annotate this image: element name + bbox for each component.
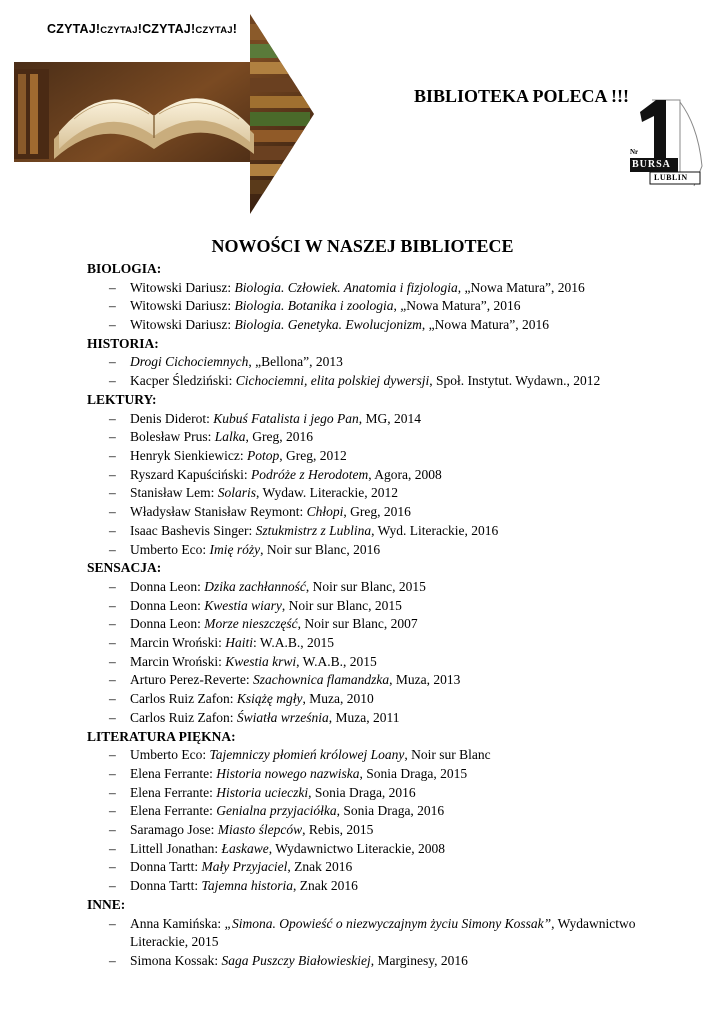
list-dash: – — [109, 447, 116, 463]
list-dash: – — [109, 747, 116, 763]
tagline-part: CZYTAJ! — [47, 22, 101, 36]
book-item — [87, 428, 687, 447]
logo-name: BURSA — [632, 159, 671, 170]
book-item — [87, 653, 687, 672]
book-item — [87, 877, 687, 896]
list-dash: – — [109, 429, 116, 445]
tagline — [47, 22, 237, 36]
list-dash: – — [109, 635, 116, 650]
list-dash: – — [109, 859, 116, 875]
book-details: , Muza, 2013 — [389, 672, 461, 688]
book-item — [87, 316, 687, 335]
book-details: , Znak 2016 — [287, 859, 353, 875]
book-item — [87, 765, 687, 784]
book-title: Haiti — [225, 635, 253, 650]
category-heading: LEKTURY: — [87, 391, 157, 407]
book-item — [87, 484, 687, 503]
book-author: Arturo Perez-Reverte: — [130, 672, 253, 688]
list-dash: – — [109, 784, 116, 800]
category-heading: HISTORIA: — [87, 335, 159, 351]
book-item — [87, 784, 687, 803]
book-title: Solaris — [217, 485, 257, 501]
book-item — [87, 709, 687, 728]
list-dash: – — [109, 878, 116, 894]
list-dash: – — [109, 803, 116, 819]
book-title: Drogi Cichociemnych — [130, 354, 249, 370]
book-details: , Muza, 2010 — [302, 691, 374, 707]
book-details: , Greg, 2012 — [279, 447, 347, 463]
book-author: Carlos Ruiz Zafon: — [130, 709, 237, 725]
list-dash: – — [109, 522, 116, 538]
tagline-part: CZYTAJ — [195, 25, 233, 36]
book-title: Potop — [246, 447, 280, 463]
book-item — [87, 466, 687, 485]
category-heading: BIOLOGIA: — [87, 261, 162, 276]
book-item — [87, 746, 687, 765]
list-dash: – — [109, 765, 116, 781]
book-item — [87, 915, 687, 952]
book-item — [87, 858, 687, 877]
book-details: , Sonia Draga, 2016 — [308, 784, 416, 800]
book-author: Donna Tartt: — [130, 859, 202, 875]
book-title: Tajemna historia — [201, 878, 293, 894]
book-details: , Noir sur Blanc, 2007 — [297, 616, 418, 632]
category-heading: INNE: — [87, 896, 126, 912]
book-title: Dzika zachłanność — [204, 578, 306, 594]
book-author: Henryk Sienkiewicz: — [130, 447, 247, 463]
book-title: Cichociemni, elita polskiej dywersji — [235, 373, 430, 389]
book-details: : W.A.B., 2015 — [252, 635, 334, 650]
book-item — [87, 802, 687, 821]
tagline-part: !CZYTAJ! — [137, 22, 196, 36]
list-dash: – — [109, 373, 116, 389]
book-details: , Noir sur Blanc, 2015 — [281, 597, 402, 613]
book-details: , Sonia Draga, 2016 — [336, 803, 445, 819]
book-item — [87, 372, 687, 391]
book-author: Stanisław Lem: — [130, 485, 218, 501]
logo-city: LUBLIN — [654, 173, 688, 182]
list-dash: – — [109, 691, 116, 707]
book-title: Mały Przyjaciel — [201, 859, 288, 875]
page-title: NOWOŚCI W NASZEJ BIBLIOTECE — [211, 236, 514, 256]
book-title: Kwestia wiary — [204, 597, 282, 613]
list-dash: – — [109, 672, 116, 688]
tagline-part: ! — [232, 22, 238, 36]
category-heading: SENSACJA: — [87, 560, 162, 576]
book-author: Donna Leon: — [130, 616, 205, 632]
book-author: Donna Leon: — [130, 597, 205, 613]
book-item — [87, 821, 687, 840]
book-author: Bolesław Prus: — [130, 429, 215, 445]
book-details: , „Nowa Matura”, 2016 — [393, 298, 521, 314]
book-author: Donna Leon: — [130, 578, 205, 594]
book-author: Elena Ferrante: — [130, 803, 217, 819]
book-details: , Greg, 2016 — [245, 429, 314, 445]
book-item — [87, 410, 687, 429]
book-details: , Noir sur Blanc, 2016 — [260, 541, 381, 557]
book-author: Kacper Śledziński: — [130, 373, 236, 389]
book-details: , Wydawnictwo Literackie, 2015 — [130, 915, 636, 950]
book-item — [87, 578, 687, 597]
book-item — [87, 503, 687, 522]
books-arrow-image — [14, 14, 314, 214]
book-item — [87, 840, 687, 859]
book-details: , Społ. Instytut. Wydawn., 2012 — [429, 373, 601, 389]
list-dash: – — [109, 485, 116, 501]
book-title: Kwestia krwi — [225, 653, 297, 669]
list-dash: – — [109, 298, 116, 314]
book-author: Umberto Eco: — [130, 747, 210, 763]
book-details: , Marginesy, 2016 — [370, 952, 468, 968]
list-dash: – — [109, 653, 116, 669]
book-title: Biologia. Genetyka. Ewolucjonizm — [234, 317, 422, 333]
book-details: , Sonia Draga, 2015 — [359, 765, 468, 781]
list-dash: – — [109, 709, 116, 725]
list-dash: – — [109, 410, 116, 426]
book-author: Elena Ferrante: — [130, 784, 217, 800]
list-dash: – — [109, 616, 116, 632]
book-title: Książę mgły — [236, 691, 303, 707]
book-details: , „Bellona”, 2013 — [248, 354, 343, 370]
book-author: Anna Kamińska: — [130, 915, 225, 931]
book-author: Carlos Ruiz Zafon: — [130, 691, 237, 707]
list-dash: – — [109, 466, 116, 482]
book-details: , Agora, 2008 — [368, 466, 442, 482]
book-details: , Wydawnictwo Literackie, 2008 — [268, 840, 445, 856]
list-dash: – — [109, 822, 116, 838]
book-author: Witowski Dariusz: — [130, 317, 235, 333]
book-title: Imię róży — [209, 541, 261, 557]
category-heading: LITERATURA PIĘKNA: — [87, 728, 236, 744]
book-item — [87, 279, 687, 298]
book-item — [87, 634, 687, 653]
book-author: Marcin Wroński: — [130, 653, 226, 669]
book-title: Kubuś Fatalista i jego Pan — [213, 410, 359, 426]
book-author: Isaac Bashevis Singer: — [130, 522, 256, 538]
book-details: , W.A.B., 2015 — [296, 653, 377, 669]
book-title: Tajemniczy płomień królowej Loany — [209, 747, 405, 763]
book-details: , Rebis, 2015 — [302, 822, 374, 838]
book-item — [87, 297, 687, 316]
list-dash: – — [109, 354, 116, 370]
book-details: , Noir sur Blanc — [404, 747, 491, 763]
book-details: , „Nowa Matura”, 2016 — [421, 317, 550, 333]
book-details: , Muza, 2011 — [328, 709, 400, 725]
book-author: Simona Kossak: — [130, 952, 222, 968]
book-title: Podróże z Herodotem — [250, 466, 369, 482]
page-headline: BIBLIOTEKA POLECA !!! — [414, 86, 630, 106]
book-details: , Noir sur Blanc, 2015 — [305, 578, 426, 594]
book-item — [87, 952, 687, 971]
list-dash: – — [109, 840, 116, 856]
book-title: Historia nowego nazwiska — [216, 765, 360, 781]
list-dash: – — [109, 597, 116, 613]
book-details: , „Nowa Matura”, 2016 — [457, 279, 585, 295]
list-dash: – — [109, 915, 116, 931]
book-item — [87, 447, 687, 466]
tagline-part: CZYTAJ — [100, 25, 138, 36]
book-author: Ryszard Kapuściński: — [130, 466, 251, 482]
book-title: Biologia. Botanika i zoologia — [234, 298, 394, 314]
book-title: Lalka — [214, 429, 246, 445]
book-author: Denis Diderot: — [130, 410, 214, 426]
book-details: , MG, 2014 — [358, 410, 422, 426]
book-list — [87, 260, 687, 971]
book-author: Marcin Wroński: — [130, 635, 226, 650]
list-dash: – — [109, 541, 116, 557]
book-details: , Wyd. Literackie, 2016 — [371, 522, 499, 538]
book-item — [87, 522, 687, 541]
book-author: Donna Tartt: — [130, 878, 202, 894]
logo-nr: Nr — [630, 148, 639, 156]
list-dash: – — [109, 317, 116, 333]
book-title: Morze nieszczęść — [204, 616, 298, 632]
book-title: Szachownica flamandzka — [252, 672, 390, 688]
book-author: Littell Jonathan: — [130, 840, 222, 856]
book-title: Biologia. Człowiek. Anatomia i fizjologia — [234, 279, 458, 295]
book-title: Światła września — [236, 709, 329, 725]
book-author: Władysław Stanisław Reymont: — [130, 504, 307, 520]
book-title: Miasto ślepców — [217, 822, 303, 838]
book-title: Chłopi — [306, 504, 344, 520]
book-item — [87, 615, 687, 634]
book-details: , Wydaw. Literackie, 2012 — [256, 485, 399, 501]
book-details: , Greg, 2016 — [343, 504, 411, 520]
list-dash: – — [109, 279, 116, 295]
book-item — [87, 690, 687, 709]
list-dash: – — [109, 952, 116, 968]
book-title: Sztukmistrz z Lublina — [255, 522, 372, 538]
book-author: Umberto Eco: — [130, 541, 210, 557]
book-title: Saga Puszczy Białowieskiej — [221, 952, 371, 968]
book-author: Witowski Dariusz: — [130, 279, 235, 295]
book-author: Saramago Jose: — [130, 822, 218, 838]
bursa-lublin-logo — [622, 96, 704, 188]
book-title: „Simona. Opowieść o niezwyczajnym życiu Simony Kossak” — [224, 915, 552, 931]
book-title: Genialna przyjaciółka — [216, 803, 337, 819]
book-author: Witowski Dariusz: — [130, 298, 235, 314]
list-dash: – — [109, 578, 116, 594]
list-dash: – — [109, 504, 116, 520]
book-item — [87, 671, 687, 690]
book-item — [87, 541, 687, 560]
book-author: Elena Ferrante: — [130, 765, 217, 781]
book-item — [87, 353, 687, 372]
book-title: Łaskawe — [221, 840, 269, 856]
book-item — [87, 597, 687, 616]
book-title: Historia ucieczki — [216, 784, 309, 800]
book-details: , Znak 2016 — [292, 878, 358, 894]
